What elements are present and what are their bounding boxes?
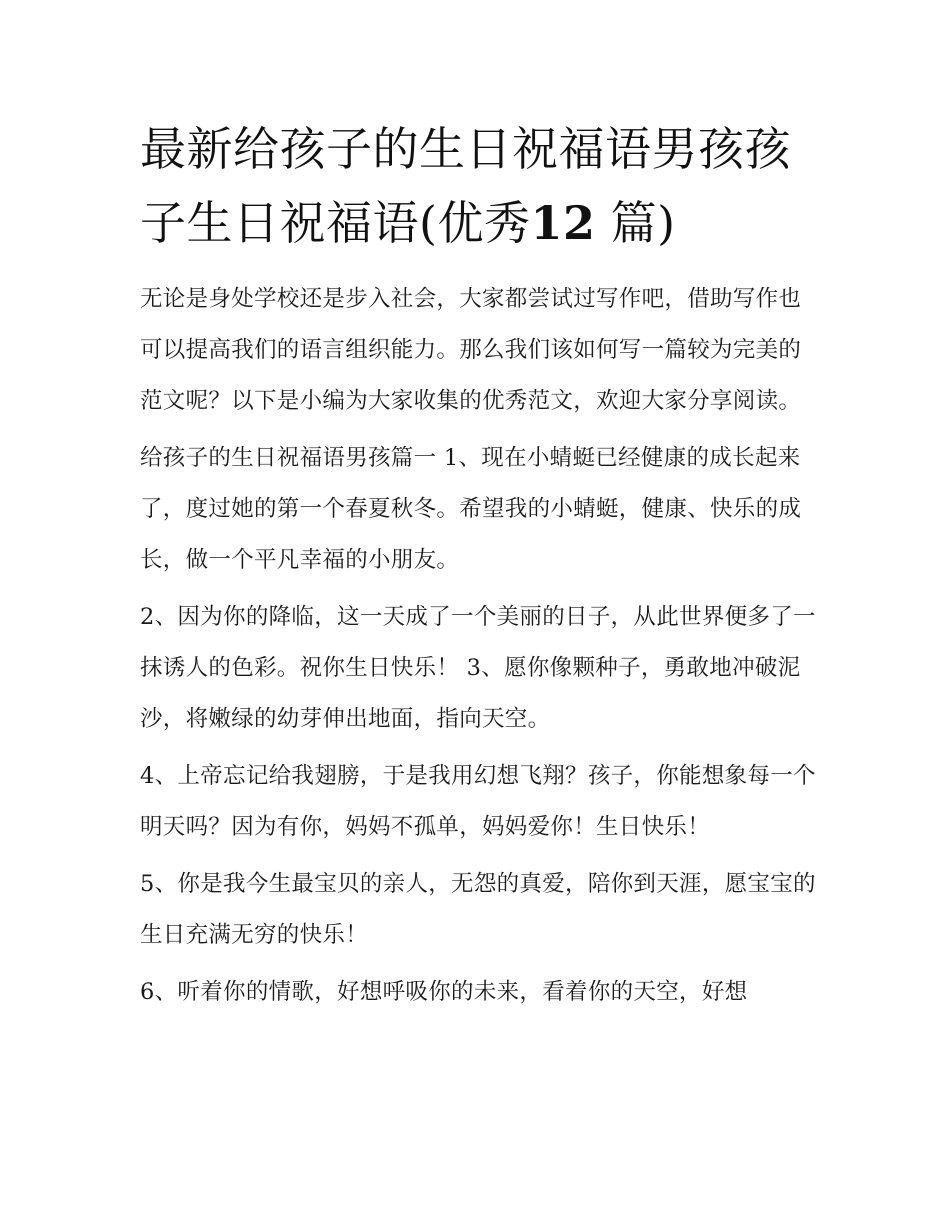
title-number: 12: [530, 196, 596, 250]
paragraph-2: 2、因为你的降临，这一天成了一个美丽的日子，从此世界便多了一抹诱人的色彩。祝你生日快乐！ 3、愿你像颗种子，勇敢地冲破泥沙，将嫩绿的幼芽伸出地面，指向天空。: [140, 604, 816, 732]
paragraph-5: 6、听着你的情歌，好想呼吸你的未来，看着你的天空，好想: [140, 979, 748, 1005]
paragraph-3: 4、上帝忘记给我翅膀，于是我用幻想飞翔？孩子，你能想象每一个明天吗？因为有你，妈妈不孤单，妈妈爱你！生日快乐！: [140, 763, 816, 840]
document-body: [140, 112, 816, 1024]
page-title: [140, 112, 816, 260]
title-suffix: 篇): [610, 196, 676, 250]
title-text: 最新给孩子的生日祝福语男孩孩子生日祝福语(优秀: [140, 122, 791, 250]
intro-paragraph: 无论是身处学校还是步入社会，大家都尝试过写作吧，借助写作也可以提高我们的语言组织能力。那么我们该如何写一篇较为完美的范文呢？以下是小编为大家收集的优秀范文，欢迎大家分享阅读。: [140, 286, 802, 414]
paragraph-4: 5、你是我今生最宝贝的亲人，无怨的真爱，陪你到天涯，愿宝宝的生日充满无穷的快乐！: [140, 871, 816, 948]
paragraph-1: 给孩子的生日祝福语男孩篇一 1、现在小蜻蜓已经健康的成长起来了，度过她的第一个春夏秋冬。希望我的小蜻蜓，健康、快乐的成长，做一个平凡幸福的小朋友。: [140, 445, 802, 573]
